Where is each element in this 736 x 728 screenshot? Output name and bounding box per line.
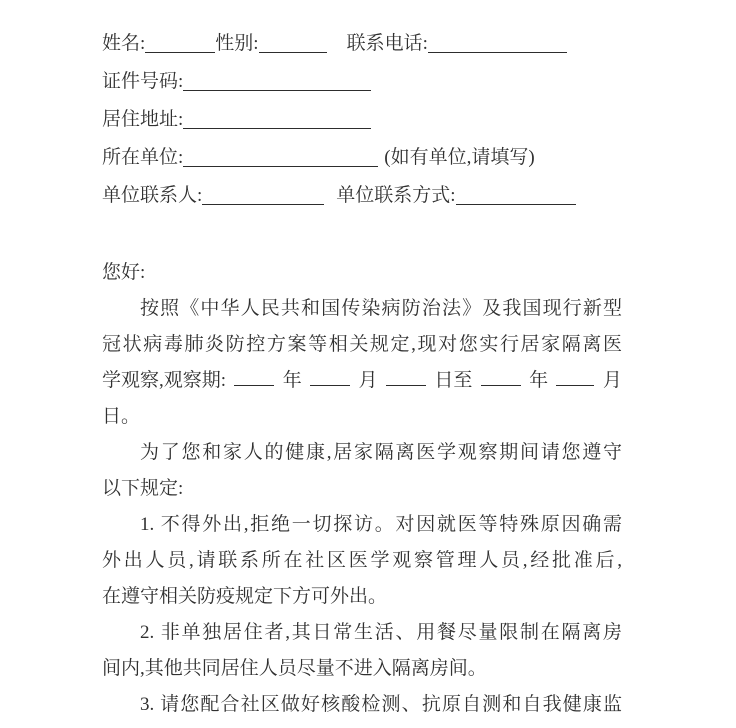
letter-line-rules-intro: 以下规定:	[102, 478, 184, 499]
start-month-blank-field	[310, 367, 350, 386]
end-month-blank-field	[556, 367, 594, 386]
letter-line-policy-reference: 冠状病毒肺炎防控方案等相关规定,现对您实行居家隔离医	[102, 334, 622, 355]
end-month-label: 月	[602, 370, 622, 391]
letter-rule-3-line-1: 3. 请您配合社区做好核酸检测、抗原自测和自我健康监	[140, 694, 622, 715]
day-to-label: 日至	[434, 370, 473, 391]
gender-label: 性别:	[215, 33, 259, 54]
form-row-id-number	[102, 63, 622, 101]
letter-rule-1-line-3: 在遵守相关防疫规定下方可外出。	[102, 586, 388, 607]
form-row-address	[102, 101, 622, 139]
start-month-label: 月	[358, 370, 378, 391]
letter-line-observation-period	[102, 363, 622, 399]
gender-blank-field	[259, 34, 327, 53]
address-label: 居住地址:	[102, 109, 184, 130]
letter-rule-2-line-1: 2. 非单独居住者,其日常生活、用餐尽量限制在隔离房	[140, 622, 622, 643]
form-row-employer-contact	[102, 177, 622, 215]
employer-note: (如有单位,请填写)	[384, 147, 535, 168]
observation-period-prefix: 学观察,观察期:	[102, 370, 227, 391]
phone-blank-field	[428, 34, 567, 53]
letter-line-law-reference: 按照《中华人民共和国传染病防治法》及我国现行新型	[140, 298, 622, 319]
employer-contact-label: 单位联系人:	[102, 185, 203, 206]
letter-line-day-suffix: 日。	[102, 406, 141, 427]
letter-rule-1-line-1: 1. 不得外出,拒绝一切探访。对因就医等特殊原因确需	[140, 514, 622, 535]
employer-contact-blank-field	[202, 186, 324, 205]
id-number-blank-field	[183, 72, 371, 91]
address-blank-field	[183, 110, 371, 129]
employer-contact-method-label: 单位联系方式:	[336, 185, 456, 206]
letter-rule-1-line-2: 外出人员,请联系所在社区医学观察管理人员,经批准后,	[102, 550, 622, 571]
employer-label: 所在单位:	[102, 147, 184, 168]
letter-greeting: 您好:	[102, 262, 146, 283]
name-blank-field	[145, 34, 215, 53]
end-year-label: 年	[529, 370, 549, 391]
form-row-identity	[102, 25, 622, 63]
phone-label: 联系电话:	[346, 33, 428, 54]
name-label: 姓名:	[102, 33, 146, 54]
employer-contact-method-blank-field	[456, 186, 576, 205]
end-year-blank-field	[481, 367, 521, 386]
section-gap	[102, 215, 622, 255]
form-row-employer	[102, 139, 622, 177]
start-day-blank-field	[386, 367, 426, 386]
start-year-label: 年	[282, 370, 302, 391]
letter-line-health-intro: 为了您和家人的健康,居家隔离医学观察期间请您遵守	[140, 442, 622, 463]
id-number-label: 证件号码:	[102, 71, 184, 92]
letter-rule-2-line-2: 间内,其他共同居住人员尽量不进入隔离房间。	[102, 658, 487, 679]
start-year-blank-field	[234, 367, 274, 386]
employer-blank-field	[183, 148, 378, 167]
